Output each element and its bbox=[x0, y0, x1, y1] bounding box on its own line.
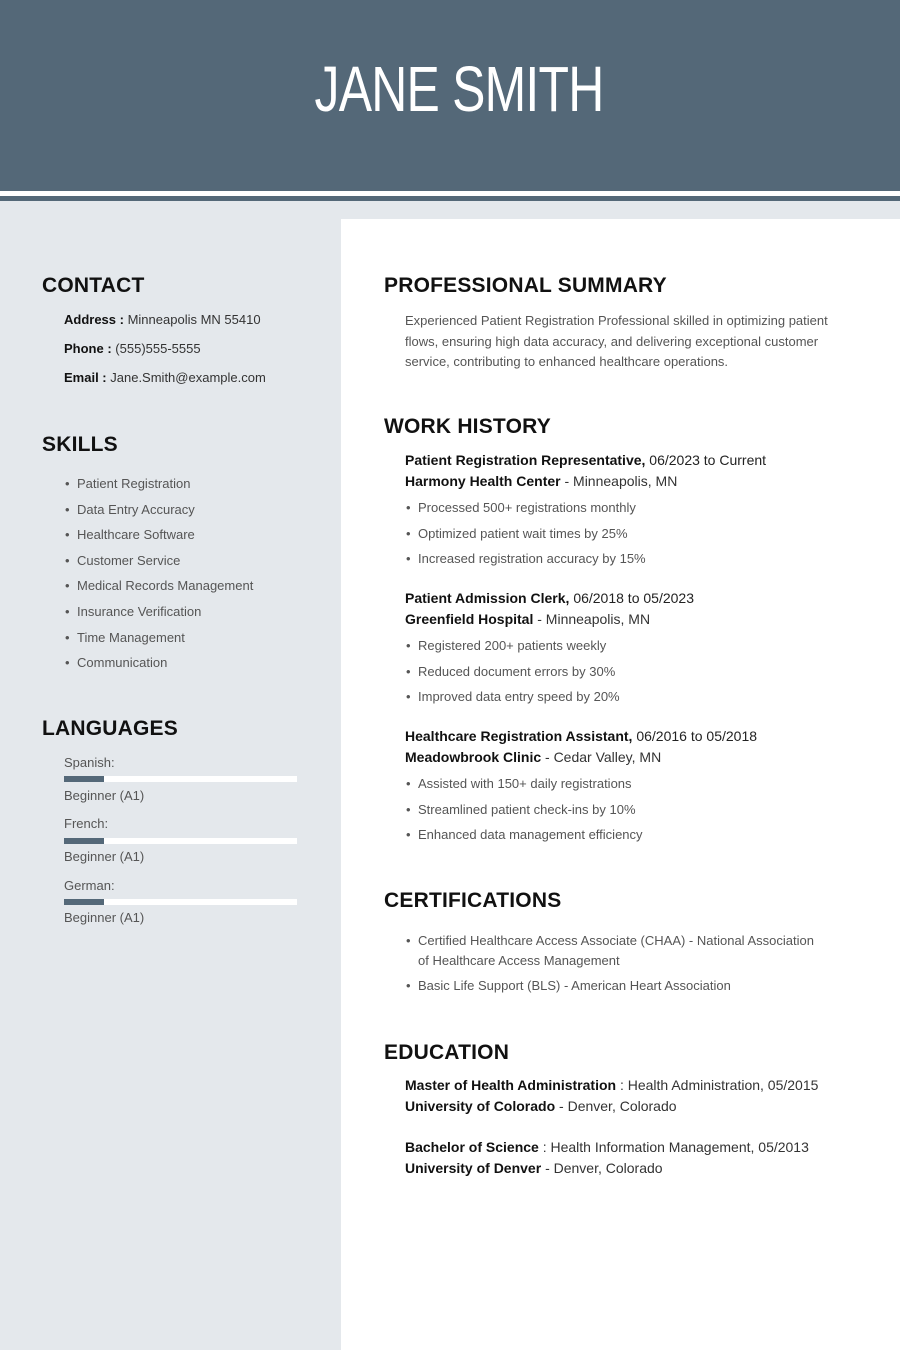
job-dates: 06/2016 to 05/2018 bbox=[636, 728, 758, 744]
education-degree-line bbox=[405, 1139, 809, 1155]
language-name: German: bbox=[64, 878, 115, 893]
contact-phone bbox=[64, 341, 201, 356]
contact-title: CONTACT bbox=[42, 274, 145, 297]
skill-item: • Insurance Verification bbox=[65, 603, 253, 629]
job-bullet: • Enhanced data management efficiency bbox=[406, 826, 643, 852]
job-location: - Minneapolis, MN bbox=[564, 473, 678, 489]
job-title-line bbox=[405, 590, 694, 606]
email-label: Email : bbox=[64, 370, 107, 385]
job-company-line bbox=[405, 749, 661, 765]
education-degree: Bachelor of Science bbox=[405, 1139, 539, 1155]
job-dates: 06/2018 to 05/2023 bbox=[573, 590, 694, 606]
language-level: Beginner (A1) bbox=[64, 788, 145, 803]
education-location: - Denver, Colorado bbox=[559, 1098, 677, 1114]
skill-item: • Communication bbox=[65, 654, 253, 680]
certifications-title: CERTIFICATIONS bbox=[384, 889, 562, 912]
job-bullet: • Assisted with 150+ daily registrations bbox=[406, 775, 643, 801]
email-value[interactable]: Jane.Smith@example.com bbox=[110, 370, 266, 385]
language-level: Beginner (A1) bbox=[64, 849, 145, 864]
job-bullet: • Optimized patient wait times by 25% bbox=[406, 525, 646, 551]
job-location: - Cedar Valley, MN bbox=[545, 749, 662, 765]
language-name: Spanish: bbox=[64, 755, 115, 770]
skills-title: SKILLS bbox=[42, 433, 118, 456]
education-school-line bbox=[405, 1098, 677, 1114]
language-bar-fill bbox=[64, 899, 104, 905]
address-value: Minneapolis MN 55410 bbox=[127, 312, 261, 327]
education-school-line bbox=[405, 1160, 663, 1176]
phone-value: (555)555-5555 bbox=[115, 341, 201, 356]
summary-title: PROFESSIONAL SUMMARY bbox=[384, 274, 667, 297]
candidate-name: JANE SMITH bbox=[314, 53, 604, 125]
job-company: Meadowbrook Clinic bbox=[405, 749, 542, 765]
job-company-line bbox=[405, 473, 677, 489]
skill-item: • Data Entry Accuracy bbox=[65, 501, 253, 527]
skills-list bbox=[65, 475, 253, 680]
job-bullet: • Reduced document errors by 30% bbox=[406, 663, 620, 689]
language-name: French: bbox=[64, 816, 109, 831]
summary-text: Experienced Patient Registration Professional skilled in optimizing patient flows, ensuring high data accuracy, and delivering exceptional customer service, contributing to enhanced healthcare operations. bbox=[405, 313, 828, 369]
job-title-line bbox=[405, 728, 757, 744]
language-bar-track bbox=[64, 776, 297, 782]
address-label: Address : bbox=[64, 312, 124, 327]
education-school: University of Colorado bbox=[405, 1098, 556, 1114]
job-bullet: • Streamlined patient check-ins by 10% bbox=[406, 801, 643, 827]
education-school: University of Denver bbox=[405, 1160, 542, 1176]
work-title: WORK HISTORY bbox=[384, 415, 551, 438]
job-bullet: • Increased registration accuracy by 15% bbox=[406, 550, 646, 576]
skill-item: • Customer Service bbox=[65, 552, 253, 578]
contact-address bbox=[64, 312, 261, 327]
education-location: - Denver, Colorado bbox=[545, 1160, 663, 1176]
language-bar-fill bbox=[64, 838, 104, 844]
languages-title: LANGUAGES bbox=[42, 717, 178, 740]
job-bullet: • Registered 200+ patients weekly bbox=[406, 637, 620, 663]
language-level: Beginner (A1) bbox=[64, 910, 145, 925]
job-company: Harmony Health Center bbox=[405, 473, 561, 489]
phone-label: Phone : bbox=[64, 341, 112, 356]
job-bullet: • Processed 500+ registrations monthly bbox=[406, 499, 646, 525]
content-top-strip bbox=[341, 201, 900, 219]
certification-item: • Basic Life Support (BLS) - American Heart Association bbox=[406, 976, 826, 996]
job-title-line bbox=[405, 452, 766, 468]
education-field: : Health Information Management, 05/2013 bbox=[542, 1139, 809, 1155]
job-bullets bbox=[406, 775, 643, 852]
education-degree-line bbox=[405, 1077, 818, 1093]
education-field: : Health Administration, 05/2015 bbox=[619, 1077, 819, 1093]
job-company: Greenfield Hospital bbox=[405, 611, 534, 627]
certifications-list bbox=[406, 931, 826, 1001]
job-location: - Minneapolis, MN bbox=[537, 611, 651, 627]
job-company-line bbox=[405, 611, 650, 627]
education-title: EDUCATION bbox=[384, 1041, 510, 1064]
language-bar-track bbox=[64, 838, 297, 844]
education-degree: Master of Health Administration bbox=[405, 1077, 617, 1093]
job-role: Patient Registration Representative, bbox=[405, 452, 646, 468]
job-dates: 06/2023 to Current bbox=[649, 452, 767, 468]
skill-item: • Patient Registration bbox=[65, 475, 253, 501]
job-bullets bbox=[406, 499, 646, 576]
job-bullets bbox=[406, 637, 620, 714]
job-role: Healthcare Registration Assistant, bbox=[405, 728, 633, 744]
skill-item: • Time Management bbox=[65, 629, 253, 655]
certification-item: • Certified Healthcare Access Associate (CHAA) - National Association of Healthcare Access Management bbox=[406, 931, 826, 971]
language-bar-track bbox=[64, 899, 297, 905]
language-bar-fill bbox=[64, 776, 104, 782]
job-role: Patient Admission Clerk, bbox=[405, 590, 570, 606]
skill-item: • Healthcare Software bbox=[65, 526, 253, 552]
skill-item: • Medical Records Management bbox=[65, 577, 253, 603]
job-bullet: • Improved data entry speed by 20% bbox=[406, 688, 620, 714]
contact-email bbox=[64, 370, 266, 385]
